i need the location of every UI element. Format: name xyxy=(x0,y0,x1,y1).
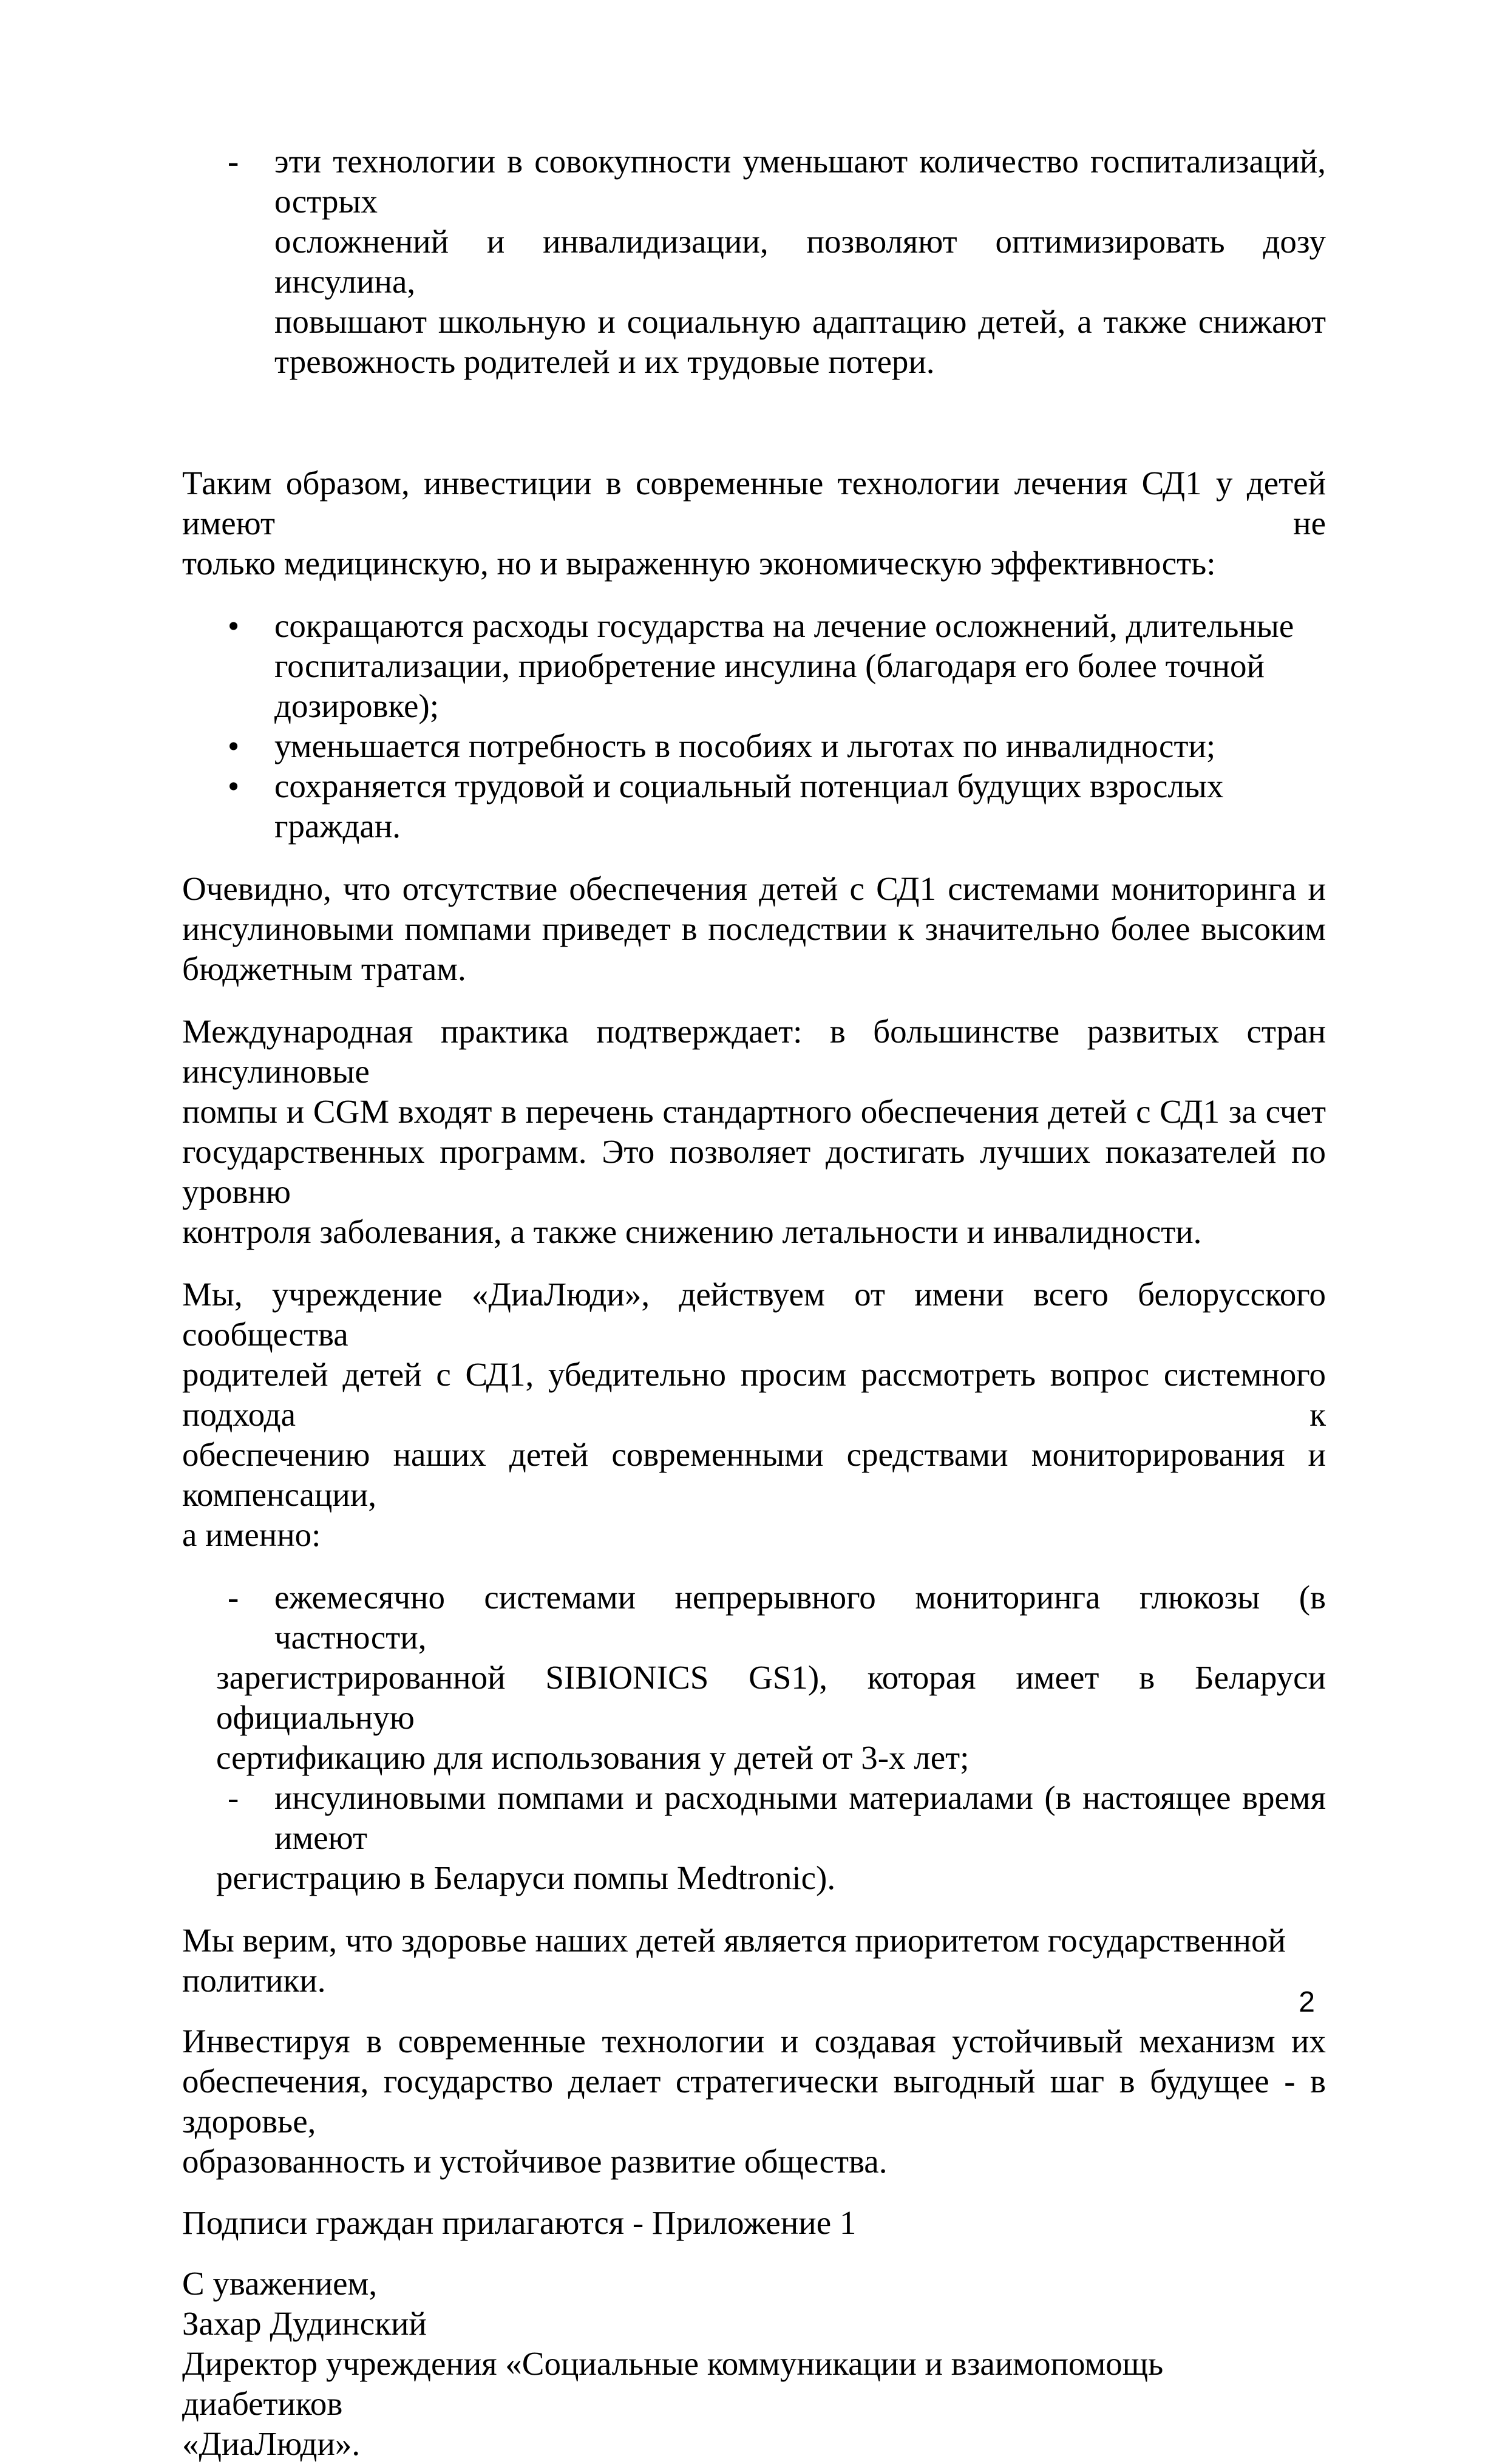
text-line: инсулиновыми помпами приведет в последствии к значительно более высоким xyxy=(182,910,1326,947)
text-line: помпы и CGM входят в перечень стандартного обеспечения детей с СД1 за счет xyxy=(182,1093,1326,1130)
paragraph xyxy=(182,2021,1326,2182)
document-body xyxy=(182,141,1326,2464)
text-line: бюджетным тратам. xyxy=(182,950,466,987)
dash-marker: - xyxy=(228,1579,239,1616)
text-line: обеспечению наших детей современными средствами мониторирования и компенсации, xyxy=(182,1436,1326,1513)
text-line: повышают школьную и социальную адаптацию детей, а также снижают xyxy=(274,303,1326,340)
text-line: обеспечения, государство делает стратегически выгодный шаг в будущее - в здоровье, xyxy=(182,2063,1326,2140)
text-line: государственных программ. Это позволяет достигать лучших показателей по уровню xyxy=(182,1133,1326,1210)
text-line: Мы, учреждение «ДиаЛюди», действуем от имени всего белорусского сообщества xyxy=(182,1276,1326,1353)
text-line: эти технологии в совокупности уменьшают количество госпитализаций, острых xyxy=(274,143,1326,220)
text-line: уменьшается потребность в пособиях и льготах по инвалидности; xyxy=(274,727,1216,764)
text-line: дозировке); xyxy=(274,687,439,724)
text-line: родителей детей с СД1, убедительно просим рассмотреть вопрос системного подхода к xyxy=(182,1356,1326,1433)
text-line: «ДиаЛюди». xyxy=(182,2425,361,2462)
bullet-marker: • xyxy=(228,767,240,805)
text-line: Подписи граждан прилагаются - Приложение 1 xyxy=(182,2204,857,2241)
dash-marker: - xyxy=(228,1779,239,1816)
text-line: сокращаются расходы государства на лечение осложнений, длительные xyxy=(274,607,1294,644)
text-line: Очевидно, что отсутствие обеспечения детей с СД1 системами мониторинга и xyxy=(182,870,1326,907)
dash-list-item xyxy=(182,1577,1326,1778)
text-line: Инвестируя в современные технологии и создавая устойчивый механизм их xyxy=(182,2023,1326,2060)
dash-marker: - xyxy=(228,143,239,180)
text-line: Захар Дудинский xyxy=(182,2305,427,2342)
text-line: Директор учреждения «Социальные коммуникации и взаимопомощь диабетиков xyxy=(182,2345,1164,2422)
text-line: С уважением, xyxy=(182,2265,378,2302)
bullet-list-item xyxy=(182,766,1326,846)
text-line: сертификацию для использования у детей от 3-х лет; xyxy=(216,1739,970,1776)
paragraph xyxy=(182,1012,1326,1252)
text-line: инсулиновыми помпами и расходными материалами (в настоящее время имеют xyxy=(274,1779,1326,1856)
dash-list-item xyxy=(182,1778,1326,1898)
text-line: сохраняется трудовой и социальный потенциал будущих взрослых граждан. xyxy=(274,767,1224,845)
bullet-list-item xyxy=(182,726,1326,766)
text-line: контроля заболевания, а также снижению летальности и инвалидности. xyxy=(182,1213,1202,1250)
text-line: регистрацию в Беларуси помпы Medtronic). xyxy=(216,1859,836,1896)
paragraph xyxy=(182,1275,1326,1555)
footer-page-number: 2 xyxy=(1299,1986,1315,2018)
text-line: а именно: xyxy=(182,1516,321,1553)
bullet-marker: • xyxy=(228,607,240,644)
dash-list-item xyxy=(182,141,1326,382)
bullet-marker: • xyxy=(228,727,240,764)
text-line: Мы верим, что здоровье наших детей является приоритетом государственной политики. xyxy=(182,1922,1286,1999)
paragraph xyxy=(182,1921,1326,2001)
paragraph xyxy=(182,463,1326,584)
paragraph xyxy=(182,869,1326,989)
text-line: Таким образом, инвестиции в современные технологии лечения СД1 у детей имеют не xyxy=(182,465,1326,542)
text-line: госпитализации, приобретение инсулина (благодаря его более точной xyxy=(274,647,1265,684)
signature-block xyxy=(182,2264,1326,2464)
text-line: образованность и устойчивое развитие общества. xyxy=(182,2143,888,2180)
text-line: зарегистрированной SIBIONICS GS1), которая имеет в Беларуси официальную xyxy=(216,1659,1326,1736)
text-line: Международная практика подтверждает: в большинстве развитых стран инсулиновые xyxy=(182,1013,1326,1090)
bullet-list-item xyxy=(182,606,1326,726)
text-line: осложнений и инвалидизации, позволяют оптимизировать дозу инсулина, xyxy=(274,223,1326,300)
text-line: ежемесячно системами непрерывного мониторинга глюкозы (в частности, xyxy=(274,1579,1326,1656)
paragraph xyxy=(182,2203,1326,2243)
text-line: только медицинскую, но и выраженную экономическую эффективность: xyxy=(182,545,1216,582)
text-line: тревожность родителей и их трудовые потери. xyxy=(274,343,935,380)
